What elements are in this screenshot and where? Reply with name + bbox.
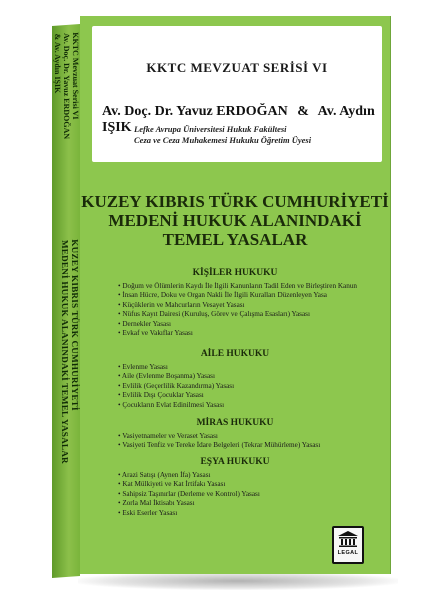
- list-item: • Nüfus Kayıt Dairesi (Kuruluş, Görev ve Çalışma Esasları) Yasası: [118, 310, 388, 319]
- list-item: • Aile (Evlenme Boşanma) Yasası: [118, 372, 388, 381]
- list-item: • Vasiyetnameler ve Veraset Yasası: [118, 432, 388, 441]
- spine-author-block: [53, 32, 80, 140]
- book-title: [80, 192, 390, 249]
- section-heading-aile: AİLE HUKUKU: [200, 349, 270, 359]
- section-heading-miras: MİRAS HUKUKU: [196, 418, 274, 428]
- section-heading-kisiler: KİŞİLER HUKUKU: [192, 268, 278, 278]
- title-line2: MEDENİ HUKUK ALANINDAKİ: [108, 211, 362, 230]
- section-list-miras: [118, 432, 388, 451]
- book-shadow: [78, 572, 398, 590]
- list-item: • Küçüklerin ve Mahcurların Vesayet Yasası: [118, 301, 388, 310]
- list-item: • Evkaf ve Vakıflar Yasası: [118, 329, 388, 338]
- list-item: • Vasiyeti Tenfiz ve Tereke İdare Belgeleri (Tekrar Mühürleme) Yasası: [118, 441, 388, 450]
- spine-author1: Av. Doç. Dr. Yavuz ERDOĞAN: [62, 32, 71, 140]
- author-secondary: Av. Aydın IŞIK: [102, 104, 375, 135]
- list-item: • Evlilik Dışı Çocuklar Yasası: [118, 391, 388, 400]
- list-item: • Çocukların Evlat Edinilmesi Yasası: [118, 401, 388, 410]
- spine-series: KKTC Mevzuat Serisi VI: [71, 32, 80, 120]
- temple-icon: [337, 530, 359, 548]
- list-item: • Eski Eserler Yasası: [118, 509, 388, 518]
- section-list-kisiler: [118, 282, 388, 338]
- affiliation-line1: Lefke Avrupa Üniversitesi Hukuk Fakültesi: [134, 124, 287, 134]
- list-item: • İnsan Hücre, Doku ve Organ Nakli İle İlgili Kuralları Düzenleyen Yasa: [118, 291, 388, 300]
- publisher-logo: [332, 526, 364, 564]
- list-item: • Arazi Satışı (Aynen İfa) Yasası: [118, 471, 388, 480]
- list-item: • Zorla Mal İktisabı Yasası: [118, 499, 388, 508]
- spine-title-block: [60, 239, 80, 464]
- list-item: • Kat Mülkiyeti ve Kat İrtifakı Yasası: [118, 480, 388, 489]
- list-item: • Evlilik (Geçerlilik Kazandırma) Yasası: [118, 382, 388, 391]
- list-item: • Sahipsiz Taşınırlar (Derleme ve Kontrol) Yasası: [118, 490, 388, 499]
- section-heading-esya: EŞYA HUKUKU: [200, 457, 270, 467]
- author-primary: Av. Doç. Dr. Yavuz ERDOĞAN: [102, 104, 288, 119]
- section-list-aile: [118, 363, 388, 410]
- author-affiliation: [134, 124, 374, 146]
- section-list-esya: [118, 471, 388, 518]
- author-ampersand: &: [297, 104, 309, 119]
- spine-author2: & Av. Aydın IŞIK: [53, 33, 62, 94]
- book-cover: [80, 16, 391, 574]
- affiliation-line2: Ceza ve Ceza Muhakemesi Hukuku Öğretim Üyesi: [134, 135, 312, 145]
- book-spine: [52, 24, 80, 578]
- title-line3: TEMEL YASALAR: [162, 230, 308, 249]
- list-item: • Doğum ve Ölümlerin Kaydı İle İlgili Kanunların Tadil Eden ve Birleştiren Kanun: [118, 282, 388, 291]
- logo-wordmark: LEGAL: [337, 550, 359, 556]
- spine-title-line1: KUZEY KIBRIS TÜRK CUMHURİYETİ: [70, 239, 80, 412]
- spine-title-line2: MEDENİ HUKUK ALANINDAKİ TEMEL YASALAR: [60, 239, 70, 465]
- series-title: KKTC MEVZUAT SERİSİ VI: [146, 60, 328, 75]
- list-item: • Evlenme Yasası: [118, 363, 388, 372]
- cover-header-panel: [92, 26, 382, 162]
- list-item: • Dernekler Yasası: [118, 320, 388, 329]
- title-line1: KUZEY KIBRIS TÜRK CUMHURİYETİ: [81, 192, 389, 211]
